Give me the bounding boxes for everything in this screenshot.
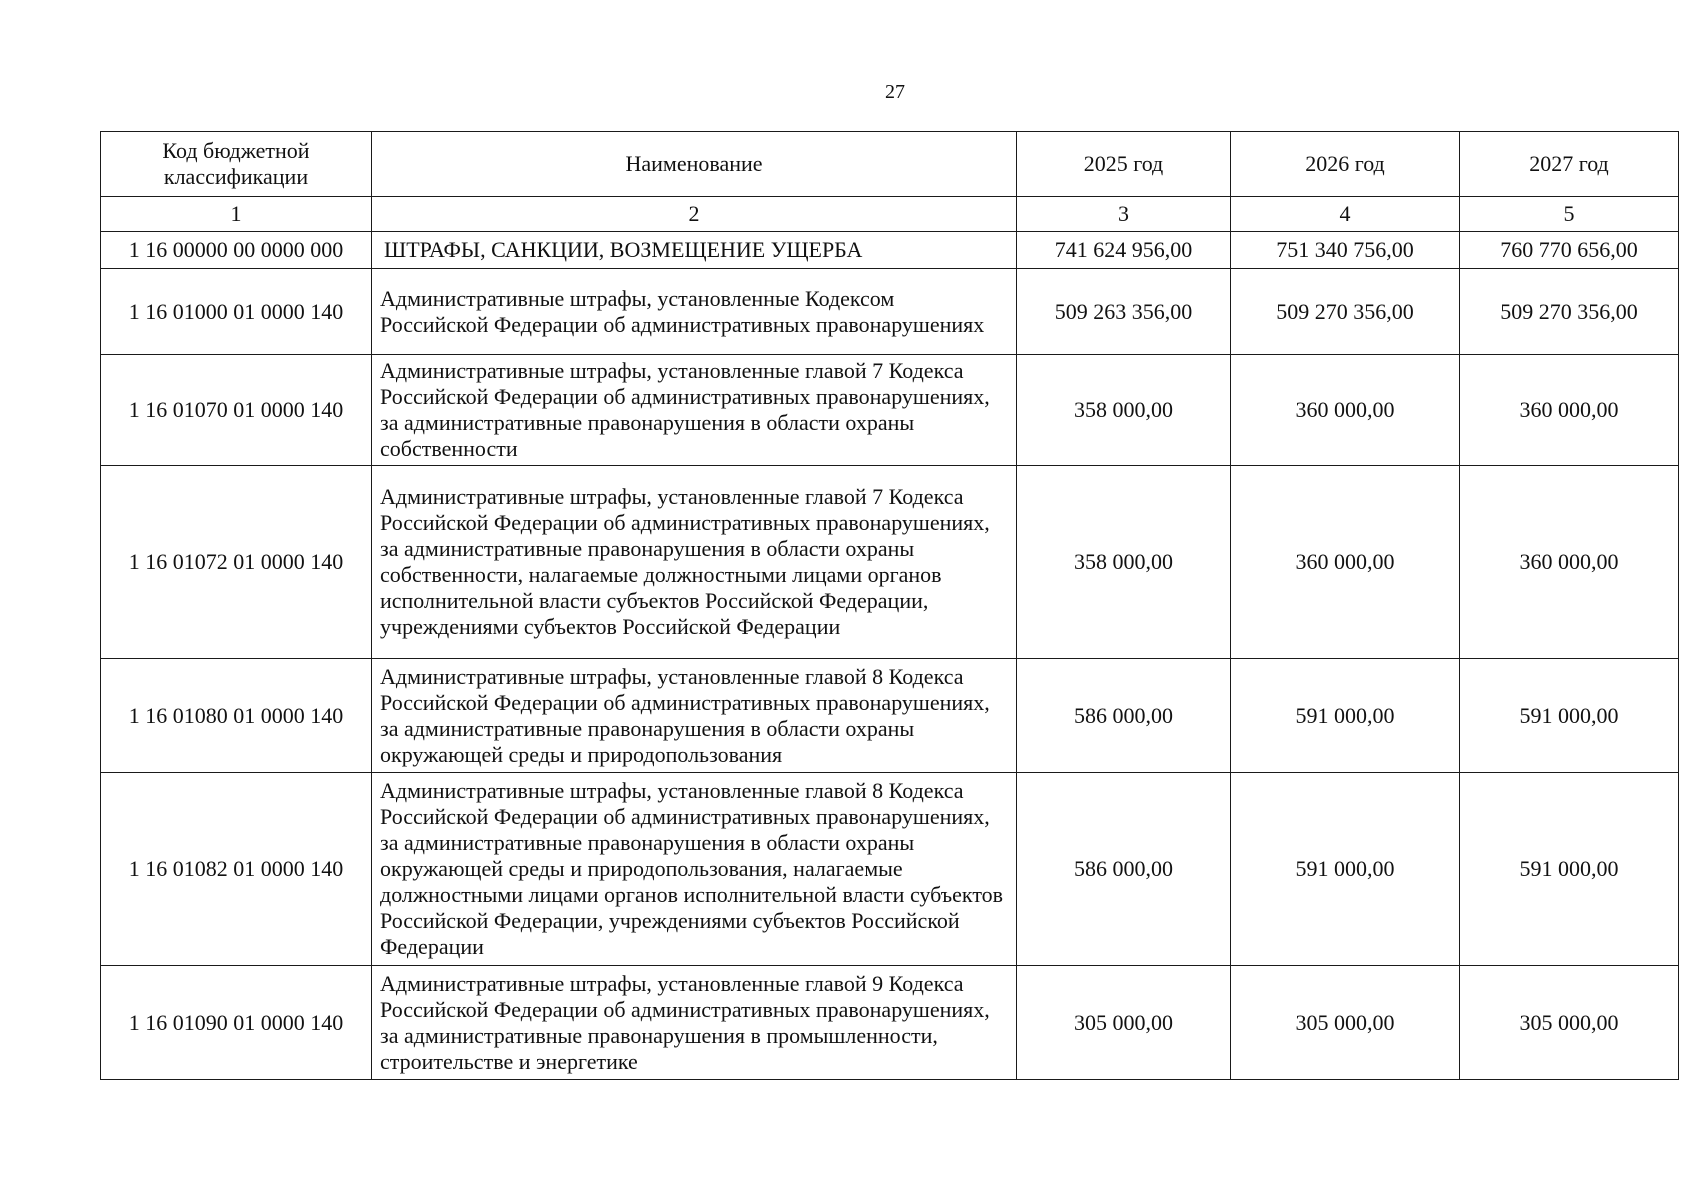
header-row — [101, 132, 1679, 197]
row-2025: 305 000,00 — [1017, 966, 1231, 1080]
table-row — [101, 269, 1679, 355]
row-code: 1 16 01072 01 0000 140 — [101, 466, 372, 659]
row-name: Административные штрафы, установленные главой 9 Кодекса Российской Федерации об административных правонарушениях, за административные правонарушения в промышленности, строительстве и энергетике — [372, 966, 1017, 1080]
column-number: 4 — [1231, 197, 1460, 232]
row-2026: 305 000,00 — [1231, 966, 1460, 1080]
row-2027: 305 000,00 — [1460, 966, 1679, 1080]
row-2026: 360 000,00 — [1231, 355, 1460, 466]
column-number: 3 — [1017, 197, 1231, 232]
row-2027: 591 000,00 — [1460, 659, 1679, 773]
total-2027: 760 770 656,00 — [1460, 232, 1679, 269]
table-row — [101, 773, 1679, 966]
row-2025: 586 000,00 — [1017, 773, 1231, 966]
row-name: Административные штрафы, установленные главой 8 Кодекса Российской Федерации об административных правонарушениях, за административные правонарушения в области охраны окружающей среды и природопользования, налагаемые должностными лицами органов исполнительной власти субъектов Российской Федерации, учреждениями субъектов Российской Федерации — [372, 773, 1017, 966]
budget-table — [100, 131, 1679, 1080]
row-2026: 509 270 356,00 — [1231, 269, 1460, 355]
table-row — [101, 355, 1679, 466]
row-2027: 360 000,00 — [1460, 466, 1679, 659]
row-2026: 360 000,00 — [1231, 466, 1460, 659]
row-2025: 509 263 356,00 — [1017, 269, 1231, 355]
total-row — [101, 232, 1679, 269]
header-2026: 2026 год — [1231, 132, 1460, 197]
row-code: 1 16 01070 01 0000 140 — [101, 355, 372, 466]
header-code: Код бюджетной классификации — [101, 132, 372, 197]
table-row — [101, 466, 1679, 659]
header-2025: 2025 год — [1017, 132, 1231, 197]
row-code: 1 16 01090 01 0000 140 — [101, 966, 372, 1080]
total-2025: 741 624 956,00 — [1017, 232, 1231, 269]
row-2026: 591 000,00 — [1231, 773, 1460, 966]
header-name: Наименование — [372, 132, 1017, 197]
row-2025: 358 000,00 — [1017, 355, 1231, 466]
column-number: 2 — [372, 197, 1017, 232]
row-code: 1 16 01080 01 0000 140 — [101, 659, 372, 773]
row-code: 1 16 01082 01 0000 140 — [101, 773, 372, 966]
row-name: Административные штрафы, установленные главой 7 Кодекса Российской Федерации об административных правонарушениях, за административные правонарушения в области охраны собственности, налагаемые должностными лицами органов исполнительной власти субъектов Российской Федерации, учреждениями субъектов Российской Федерации — [372, 466, 1017, 659]
row-name: Административные штрафы, установленные главой 7 Кодекса Российской Федерации об административных правонарушениях, за административные правонарушения в области охраны собственности — [372, 355, 1017, 466]
total-name: ШТРАФЫ, САНКЦИИ, ВОЗМЕЩЕНИЕ УЩЕРБА — [372, 232, 1017, 269]
column-number-row — [101, 197, 1679, 232]
row-2027: 509 270 356,00 — [1460, 269, 1679, 355]
total-2026: 751 340 756,00 — [1231, 232, 1460, 269]
row-code: 1 16 01000 01 0000 140 — [101, 269, 372, 355]
row-2027: 360 000,00 — [1460, 355, 1679, 466]
table-row — [101, 659, 1679, 773]
header-2027: 2027 год — [1460, 132, 1679, 197]
page-number: 27 — [885, 81, 905, 103]
row-2026: 591 000,00 — [1231, 659, 1460, 773]
column-number: 1 — [101, 197, 372, 232]
row-2025: 358 000,00 — [1017, 466, 1231, 659]
total-code: 1 16 00000 00 0000 000 — [101, 232, 372, 269]
row-name: Административные штрафы, установленные главой 8 Кодекса Российской Федерации об административных правонарушениях, за административные правонарушения в области охраны окружающей среды и природопользования — [372, 659, 1017, 773]
row-2027: 591 000,00 — [1460, 773, 1679, 966]
row-name: Административные штрафы, установленные Кодексом Российской Федерации об административных правонарушениях — [372, 269, 1017, 355]
table-row — [101, 966, 1679, 1080]
column-number: 5 — [1460, 197, 1679, 232]
row-2025: 586 000,00 — [1017, 659, 1231, 773]
